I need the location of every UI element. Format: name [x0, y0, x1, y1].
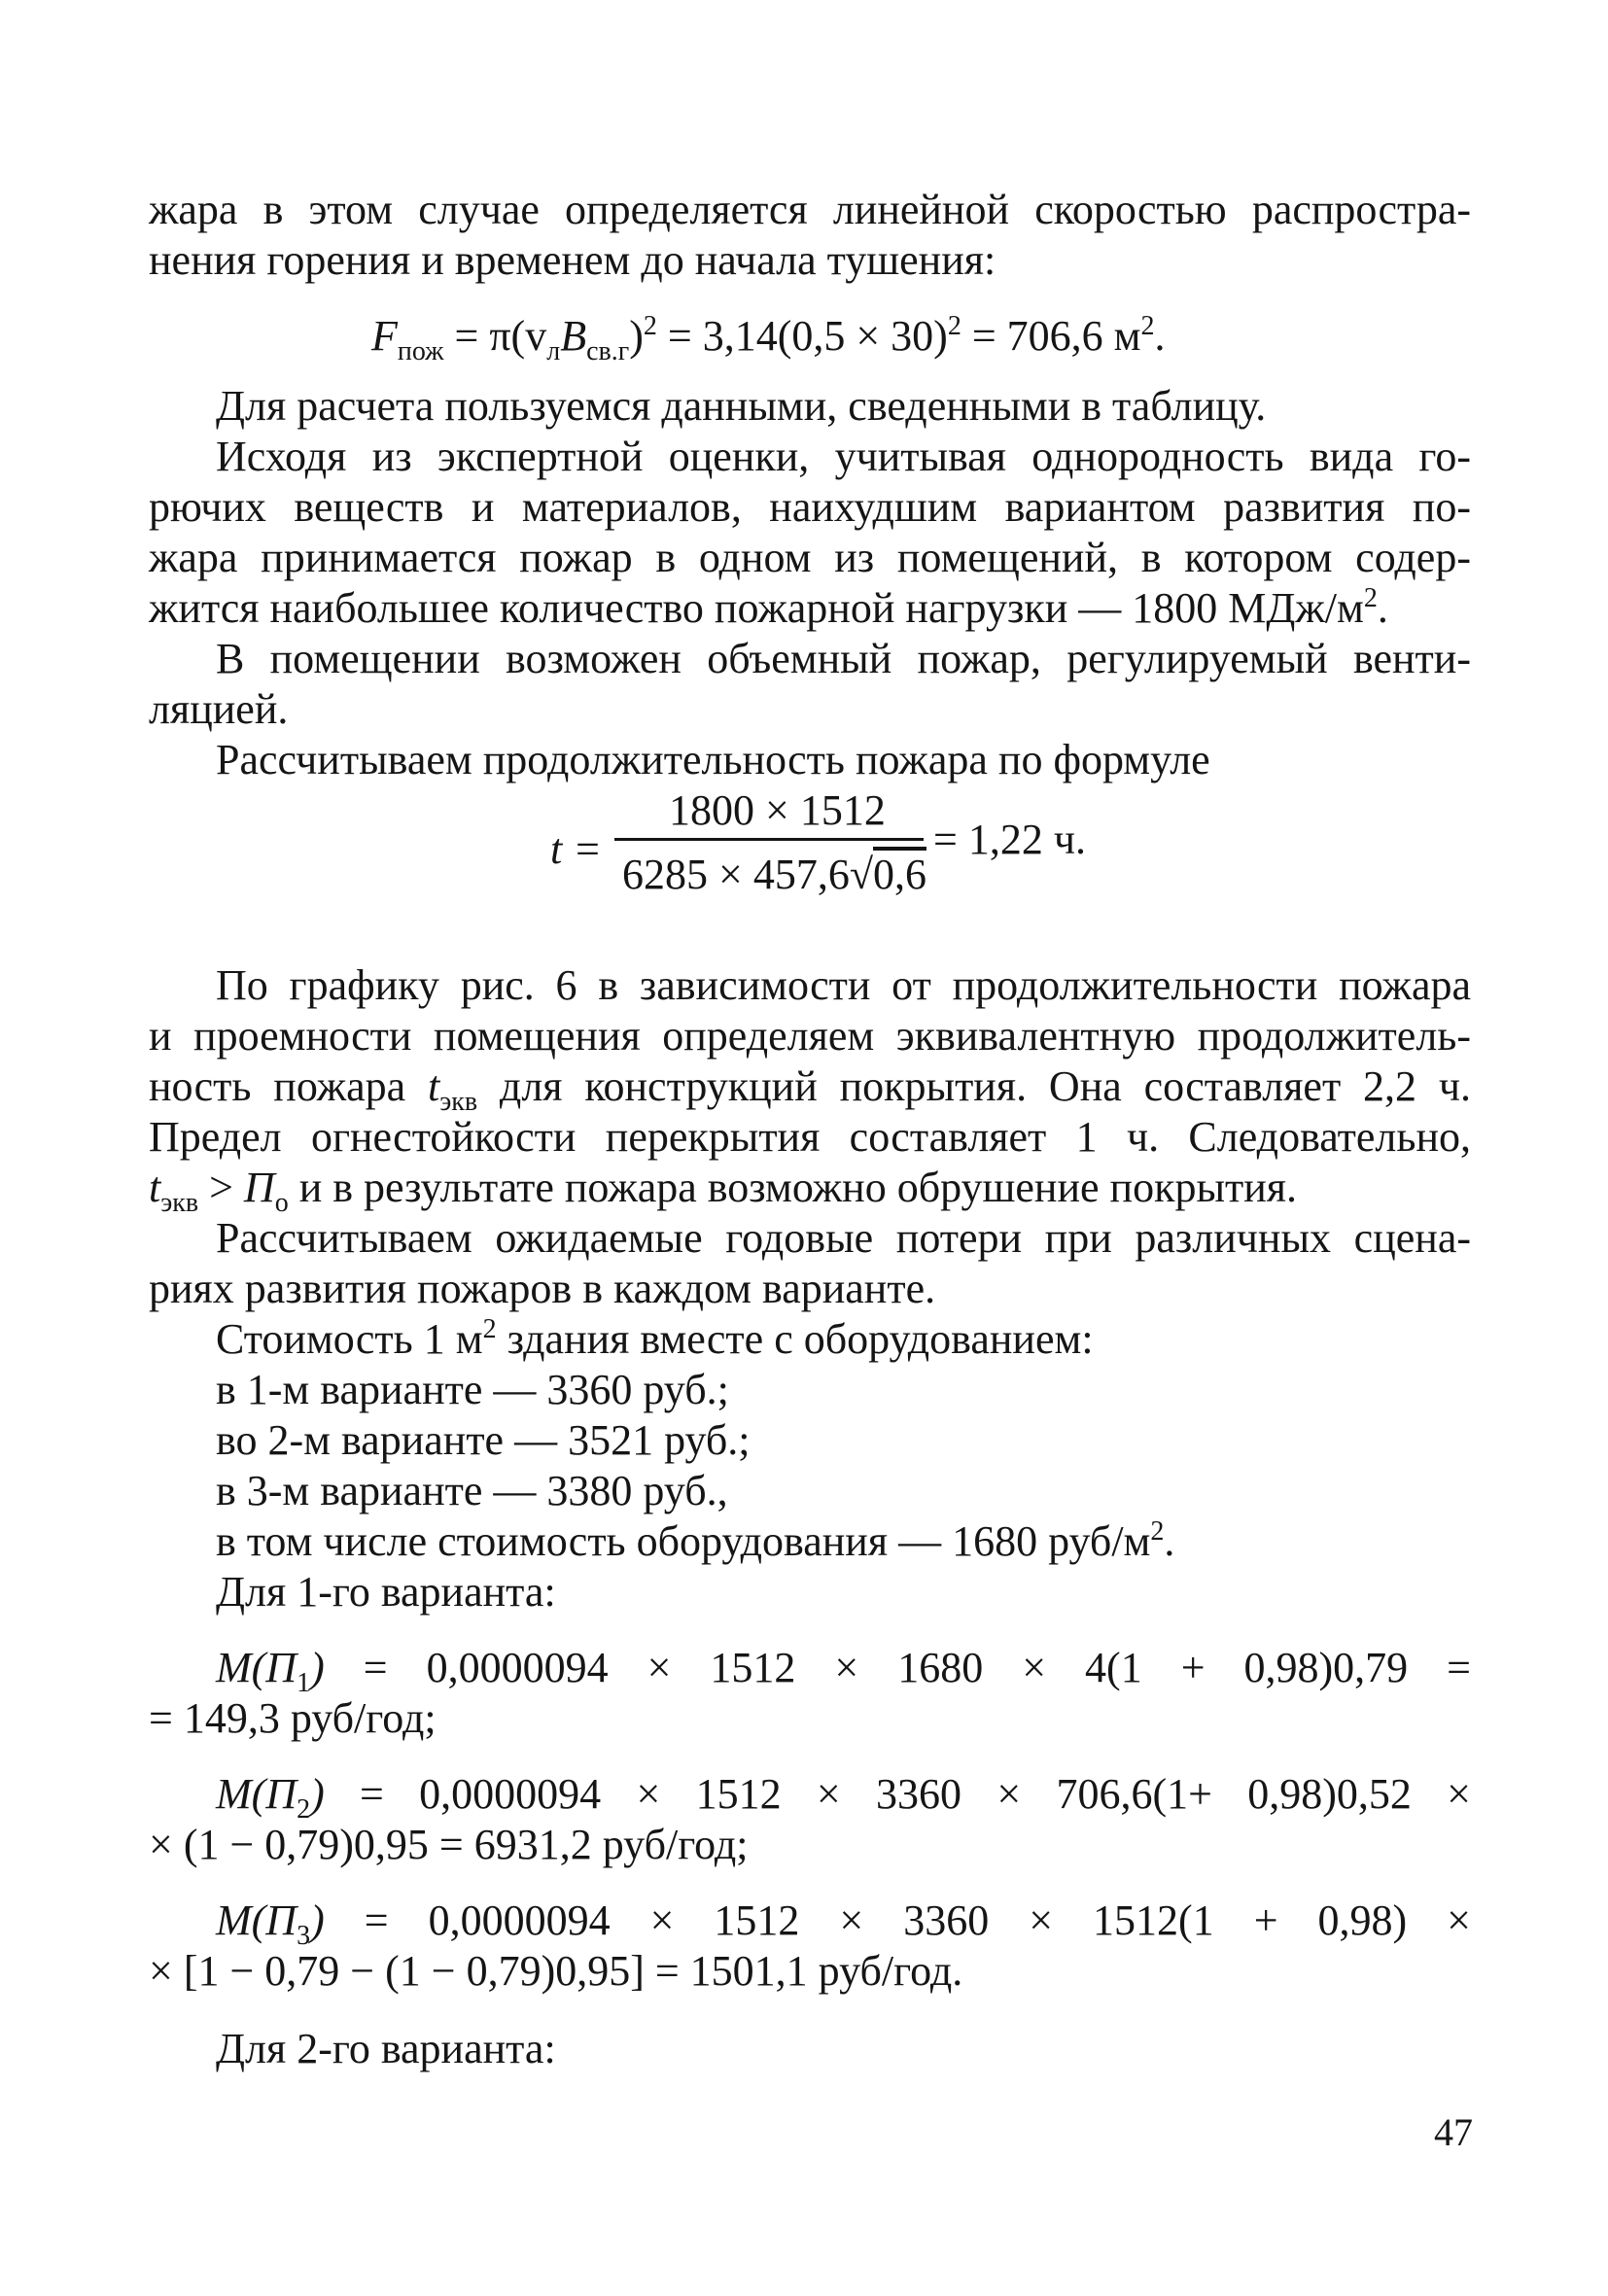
eq-var: M(П: [216, 1644, 297, 1691]
fraction-bar: [614, 838, 924, 841]
paragraph-line: По графику рис. 6 в зависимости от продолжительности пожара: [216, 961, 1471, 1009]
paragraph-line: Для расчета пользуемся данными, сведенными в таблицу.: [216, 382, 1267, 430]
eq-part: = 0,0000094 × 1512 × 3360 × 706,6(1+ 0,98)0,52 ×: [324, 1770, 1471, 1818]
text-part: .: [1377, 584, 1388, 632]
text-part: .: [1164, 1517, 1175, 1565]
paragraph-line: рючих веществ и материалов, наихудшим вариантом развития по-: [149, 483, 1471, 531]
paragraph-line: риях развития пожаров в каждом варианте.: [149, 1265, 936, 1312]
text-var: t: [428, 1062, 440, 1110]
eq-sub: 3: [297, 1921, 311, 1951]
sqrt-arg: 0,6: [872, 851, 926, 898]
paragraph-line: нения горения и временем до начала тушения:: [149, 236, 996, 284]
list-item: в 1-м варианте — 3360 руб.;: [216, 1366, 729, 1413]
list-item: [216, 1516, 1471, 1567]
eq-sub: 1: [297, 1668, 311, 1698]
eq-sub: св.г: [586, 336, 630, 366]
text-pow: 2: [1150, 1516, 1165, 1547]
variant-label: Для 1-го варианта:: [216, 1568, 556, 1616]
text-part: ность пожара: [149, 1062, 429, 1110]
text-pow: 2: [1363, 583, 1378, 613]
text-sub: экв: [439, 1087, 478, 1117]
eq-part: .: [1154, 312, 1166, 360]
text-part: здания вместе с оборудованием:: [496, 1315, 1094, 1363]
eq-part: = 0,0000094 × 1512 × 3360 × 1512(1 + 0,98) ×: [324, 1896, 1471, 1944]
fire-area-equation: [371, 311, 1166, 366]
eq-result: = 1,22 ч.: [933, 816, 1086, 863]
text-part: Стоимость 1 м: [216, 1315, 483, 1363]
eq-sub: пож: [397, 336, 444, 366]
paragraph-line: [149, 1163, 1471, 1218]
eq-var: ): [310, 1770, 325, 1818]
eq-var: B: [560, 312, 587, 360]
paragraph-line: Рассчитываем ожидаемые годовые потери при различных сцена-: [216, 1214, 1471, 1262]
text-part: для конструкций покрытия. Она составляет 2,2 ч.: [477, 1062, 1471, 1110]
eq-var: F: [371, 312, 398, 360]
eq-part: ): [629, 312, 644, 360]
eq-pow: 2: [947, 311, 961, 341]
paragraph-line: [149, 1061, 1471, 1117]
eq-pow: 2: [1140, 311, 1155, 341]
eq-sub: 2: [297, 1794, 311, 1825]
eq-denominator: [622, 850, 926, 899]
text-sub: о: [274, 1188, 289, 1218]
loss-equation-line: × (1 − 0,79)0,95 = 6931,2 руб/год;: [149, 1821, 749, 1868]
paragraph-line: Рассчитываем продолжительность пожара по формуле: [216, 736, 1210, 783]
eq-var: ): [310, 1896, 325, 1944]
eq-numerator: 1800 × 1512: [669, 786, 886, 834]
eq-part: = 3,14(0,5 × 30): [667, 312, 948, 360]
eq-lhs: t =: [550, 825, 602, 873]
paragraph-line: жара принимается пожар в одном из помещений, в котором содер-: [149, 534, 1471, 581]
list-item: во 2-м варианте — 3521 руб.;: [216, 1416, 751, 1464]
loss-equation-line: [216, 1769, 1471, 1825]
eq-pow: 2: [643, 311, 657, 341]
page-number: 47: [1434, 2110, 1473, 2154]
eq-var: ): [310, 1644, 325, 1691]
sqrt-icon: √: [849, 851, 873, 898]
loss-equation-line: = 149,3 руб/год;: [149, 1694, 437, 1742]
eq-part: = 0,0000094 × 1512 × 1680 × 4(1 + 0,98)0,79 =: [324, 1644, 1471, 1691]
paragraph-line: В помещении возможен объемный пожар, регулируемый венти-: [216, 635, 1471, 682]
text-var: t: [149, 1164, 161, 1211]
paragraph-line: жара в этом случае определяется линейной скоростью распростра-: [149, 186, 1471, 233]
paragraph-line: и проемности помещения определяем эквивалентную продолжитель-: [149, 1012, 1471, 1060]
variant-label: Для 2-го варианта:: [216, 2025, 556, 2072]
eq-var: M(П: [216, 1896, 297, 1944]
text-pow: 2: [482, 1314, 497, 1344]
eq-var: M(П: [216, 1770, 297, 1818]
text-part: жится наибольшее количество пожарной нагрузки — 1800 МДж/м: [149, 584, 1364, 632]
eq-part: = π(v: [454, 312, 547, 360]
paragraph-line: ляцией.: [149, 685, 289, 733]
eq-part: = 706,6 м: [971, 312, 1141, 360]
text-var: П: [243, 1164, 275, 1211]
text-part: и в результате пожара возможно обрушение покрытия.: [288, 1164, 1298, 1211]
loss-equation-line: [216, 1896, 1471, 1951]
list-item: в 3-м варианте — 3380 руб.,: [216, 1467, 728, 1514]
loss-equation-line: × [1 − 0,79 − (1 − 0,79)0,95] = 1501,1 руб/год.: [149, 1947, 963, 1995]
text-sub: экв: [160, 1188, 199, 1218]
paragraph-line: Исходя из экспертной оценки, учитывая однородность вида го-: [216, 433, 1471, 480]
loss-equation-line: [216, 1643, 1471, 1698]
text-part: >: [198, 1164, 244, 1211]
denominator-text: 6285 × 457,6: [622, 851, 850, 898]
paragraph-line: [149, 583, 1471, 634]
paragraph-line: Предел огнестойкости перекрытия составляет 1 ч. Следовательно,: [149, 1113, 1471, 1161]
eq-sub: л: [546, 336, 561, 366]
paragraph-line: [216, 1314, 1471, 1365]
text-part: в том числе стоимость оборудования — 1680 руб/м: [216, 1517, 1151, 1565]
